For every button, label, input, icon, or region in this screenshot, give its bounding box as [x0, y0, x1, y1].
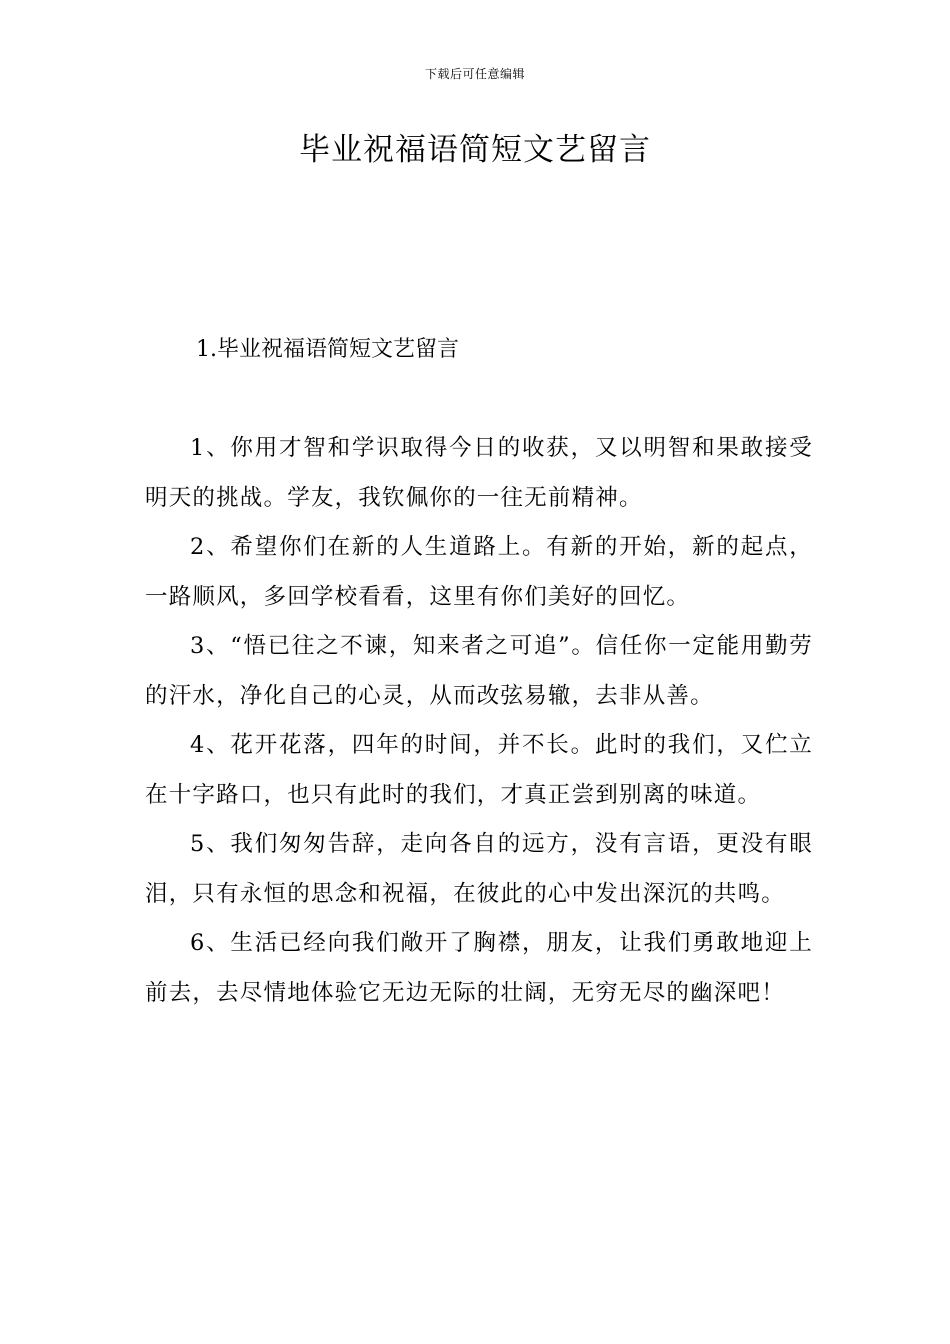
section-heading: 1.毕业祝福语简短文艺留言 [196, 337, 459, 362]
paragraph-3: 3、“悟已往之不谏，知来者之可追”。信任你一定能用勤劳的汗水，净化自己的心灵，从而改弦易辙，去非从善。 [145, 633, 813, 709]
document-title: 毕业祝福语简短文艺留言 [299, 132, 651, 168]
paragraph-2: 2、希望你们在新的人生道路上。有新的开始，新的起点，一路顺风，多回学校看看，这里有你们美好的回忆。 [145, 534, 813, 610]
body-text [145, 424, 813, 1018]
paragraph-6: 6、生活已经向我们敞开了胸襟，朋友，让我们勇敢地迎上前去，去尽情地体验它无边无际的壮阔，无穷无尽的幽深吧！ [145, 930, 813, 1006]
header-note: 下载后可任意编辑 [424, 67, 525, 81]
paragraph-4: 4、花开花落，四年的时间，并不长。此时的我们，又伫立在十字路口，也只有此时的我们，才真正尝到别离的味道。 [145, 732, 813, 808]
paragraph-1: 1、你用才智和学识取得今日的收获，又以明智和果敢接受明天的挑战。学友，我钦佩你的一往无前精神。 [145, 435, 813, 511]
paragraph-5: 5、我们匆匆告辞，走向各自的远方，没有言语，更没有眼泪，只有永恒的思念和祝福，在彼此的心中发出深沉的共鸣。 [145, 831, 813, 907]
